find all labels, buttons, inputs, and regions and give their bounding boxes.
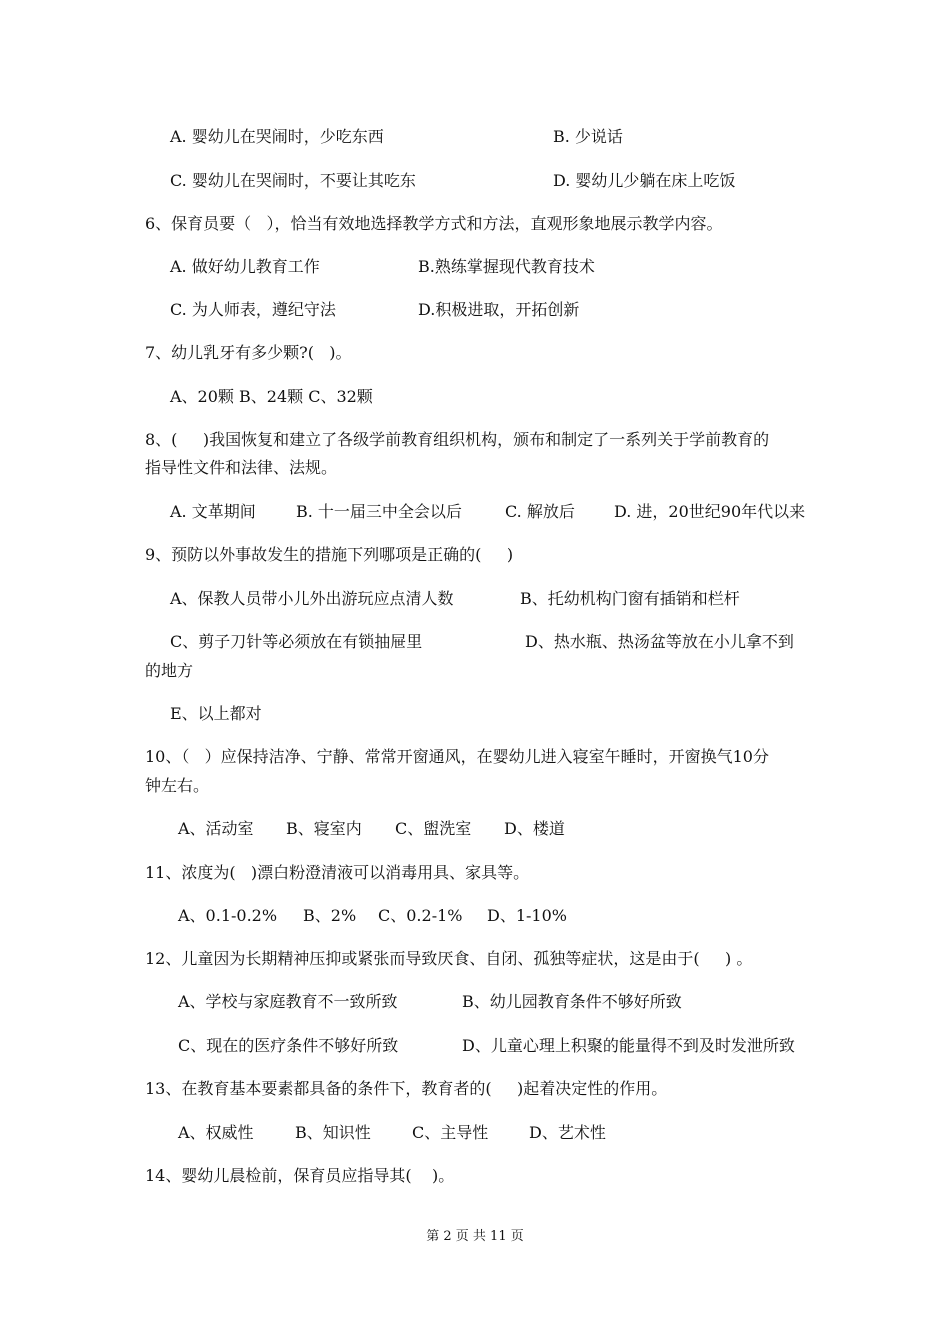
q11-stem: 11、浓度为( )漂白粉澄清液可以消毒用具、家具等。 <box>145 863 530 882</box>
q9-option-d-line1: D、热水瓶、热汤盆等放在小儿拿不到 <box>525 632 794 651</box>
q9-stem: 9、预防以外事故发生的措施下列哪项是正确的( ) <box>145 545 514 564</box>
q6-option-b: B.熟练掌握现代教育技术 <box>418 257 595 276</box>
q8-option-b: B. 十一届三中全会以后 <box>296 502 462 521</box>
q12-option-b: B、幼儿园教育条件不够好所致 <box>462 992 682 1011</box>
q8-option-c: C. 解放后 <box>505 502 575 521</box>
q5-option-d: D. 婴幼儿少躺在床上吃饭 <box>553 171 736 190</box>
q12-option-c: C、现在的医疗条件不够好所致 <box>178 1036 399 1055</box>
q14-stem: 14、婴幼儿晨检前，保育员应指导其( )。 <box>145 1166 455 1185</box>
q13-option-a: A、权威性 <box>178 1123 254 1142</box>
q11-option-c: C、0.2-1% <box>378 906 463 925</box>
q10-option-a: A、活动室 <box>178 819 254 838</box>
q10-stem-line2: 钟左右。 <box>145 776 210 795</box>
q6-option-d: D.积极进取，开拓创新 <box>418 300 580 319</box>
q8-stem-line1: 8、( )我国恢复和建立了各级学前教育组织机构，颁布和制定了一系列关于学前教育的 <box>145 430 770 449</box>
q10-option-c: C、盥洗室 <box>395 819 472 838</box>
q8-option-d: D. 进，20世纪90年代以来 <box>614 502 806 521</box>
q6-option-c: C. 为人师表，遵纪守法 <box>170 300 336 319</box>
q13-option-d: D、艺术性 <box>529 1123 606 1142</box>
q11-option-a: A、0.1-0.2% <box>178 906 278 925</box>
q10-stem-line1: 10、（ ）应保持洁净、宁静、常常开窗通风，在婴幼儿进入寝室午睡时，开窗换气10分 <box>145 747 769 766</box>
q13-option-b: B、知识性 <box>295 1123 371 1142</box>
q9-option-d-line2: 的地方 <box>145 661 194 680</box>
q5-option-b: B. 少说话 <box>553 127 623 146</box>
q11-option-d: D、1-10% <box>487 906 567 925</box>
q9-option-b: B、托幼机构门窗有插销和栏杆 <box>520 589 740 608</box>
q9-option-e: E、以上都对 <box>170 704 262 723</box>
q8-stem-line2: 指导性文件和法律、法规。 <box>145 458 338 477</box>
q12-stem: 12、儿童因为长期精神压抑或紧张而导致厌食、自闭、孤独等症状，这是由于( ) 。 <box>145 949 753 968</box>
q8-option-a: A. 文革期间 <box>170 502 256 521</box>
q7-stem: 7、幼儿乳牙有多少颗?( )。 <box>145 343 352 362</box>
q11-option-b: B、2% <box>303 906 357 925</box>
q5-option-a: A. 婴幼儿在哭闹时，少吃东西 <box>170 127 384 146</box>
q9-option-a: A、保教人员带小儿外出游玩应点清人数 <box>170 589 454 608</box>
q10-option-b: B、寝室内 <box>286 819 362 838</box>
q7-options: A、20颗 B、24颗 C、32颗 <box>170 387 373 406</box>
q12-option-a: A、学校与家庭教育不一致所致 <box>178 992 398 1011</box>
q13-stem: 13、在教育基本要素都具备的条件下，教育者的( )起着决定性的作用。 <box>145 1079 668 1098</box>
q6-stem: 6、保育员要（ ），恰当有效地选择教学方式和方法，直观形象地展示教学内容。 <box>145 214 723 233</box>
q10-option-d: D、楼道 <box>504 819 565 838</box>
q6-option-a: A. 做好幼儿教育工作 <box>170 257 320 276</box>
q13-option-c: C、主导性 <box>412 1123 489 1142</box>
q5-option-c: C. 婴幼儿在哭闹时，不要让其吃东 <box>170 171 416 190</box>
q9-option-c: C、剪子刀针等必须放在有锁抽屉里 <box>170 632 423 651</box>
q12-option-d: D、儿童心理上积聚的能量得不到及时发泄所致 <box>462 1036 795 1055</box>
page-footer: 第 2 页 共 11 页 <box>426 1229 524 1244</box>
